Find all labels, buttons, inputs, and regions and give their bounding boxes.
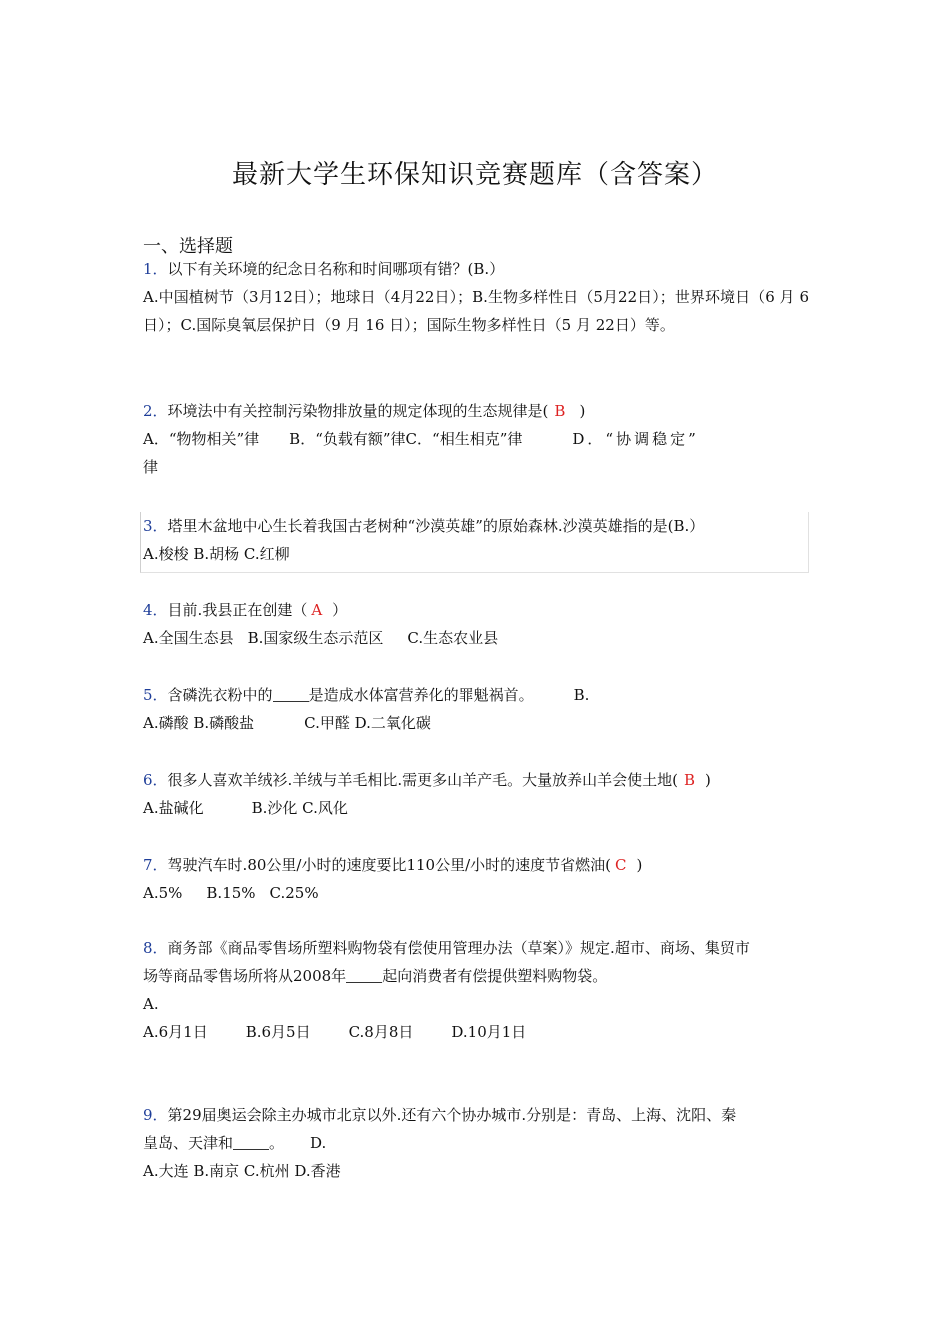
question-number: 2． [143,402,168,420]
question-text: 含磷洗衣粉中的 [167,686,273,704]
question-6 [143,766,809,822]
answer-mark: B [554,402,566,420]
question-text: 目前.我县正在创建（ [167,601,308,619]
question-text-3: 。 [269,1134,285,1152]
question-3-stem [143,512,808,540]
question-number: 8． [143,939,168,957]
fill-blank [273,687,309,702]
option-d: D.10月1日 [451,1023,527,1041]
question-3-options: A.梭梭 B.胡杨 C.红柳 [143,545,290,563]
question-number: 6． [143,771,168,789]
answer-mark: B [683,771,695,789]
option-b: B.国家级生态示范区 [247,629,384,647]
document-title: 最新大学生环保知识竞赛题库（含答案） [231,160,718,190]
question-2 [143,397,809,481]
question-9 [143,1101,809,1185]
question-4 [143,596,809,652]
question-9-stem-1 [143,1101,809,1129]
question-text: 商务部《商品零售场所塑料购物袋有偿使用管理办法（草案）》规定.超市、商场、集贸市 [167,939,750,957]
question-number: 5． [143,686,168,704]
section-heading: 一、选择题 [143,236,233,257]
question-2-options-tail: 律 [143,458,159,476]
question-2-options [143,425,809,453]
option-b: B.15% [206,884,256,902]
question-1-stem [143,255,809,283]
fill-blank [233,1135,269,1150]
option-c: C.生态农业县 [407,629,499,647]
question-text: 环境法中有关控制污染物排放量的规定体现的生态规律是( [167,402,549,420]
question-text: 驾驶汽车时.80公里/小时的速度要比110公里/小时的速度节省燃油( [167,856,611,874]
option-c: C.25% [269,884,319,902]
question-number: 3． [143,517,168,535]
option-a: A.盐碱化 [143,799,204,817]
question-7-stem [143,851,809,879]
option-a: A.5% [143,884,183,902]
question-7-options [143,879,809,907]
question-text-3: 起向消费者有偿提供塑料购物袋。 [382,967,608,985]
question-7 [143,851,809,907]
option-c: C.8月8日 [348,1023,414,1041]
question-9-options: A.大连 B.南京 C.杭州 D.香港 [143,1162,341,1180]
answer-mark: D. [310,1134,327,1152]
question-5-stem [143,681,809,709]
question-text: 塔里木盆地中心生长着我国古老树种“沙漠英雄”的原始森林.沙漠英雄指的是(B.） [167,517,705,535]
answer-mark: A [311,601,323,619]
question-text-2: 是造成水体富营养化的罪魁祸首。 [308,686,534,704]
question-5 [143,681,809,737]
option-cd: C.甲醛 D.二氧化碳 [304,714,431,732]
question-text: 以下有关环境的纪念日名称和时间哪项有错？(B.） [167,260,505,278]
question-4-stem [143,596,809,624]
question-8 [143,934,809,1046]
question-8-stem-2 [143,962,809,990]
question-1 [143,255,809,339]
question-9-stem-2 [143,1129,809,1157]
option-a: A.6月1日 [143,1023,208,1041]
fill-blank [346,968,382,983]
question-6-options [143,794,809,822]
option-d: D．“协调稳定” [572,430,699,448]
question-number: 4． [143,601,168,619]
question-text-end: ) [579,402,586,420]
question-5-options [143,709,809,737]
question-text-2: 场等商品零售场所将从2008年 [143,967,347,985]
option-c: C．“相生相克”律 [405,430,523,448]
question-text-end: ) [636,856,643,874]
question-8-stem-1 [143,934,809,962]
question-text: 很多人喜欢羊绒衫.羊绒与羊毛相比.需更多山羊产毛。大量放养山羊会使土地( [167,771,678,789]
question-3 [140,512,809,573]
option-ab: A.磷酸 B.磷酸盐 [143,714,255,732]
question-text: 第29届奥运会除主办城市北京以外.还有六个协办城市.分别是：青岛、上海、沈阳、秦 [167,1106,737,1124]
option-b: B．“负载有额”律 [289,430,406,448]
option-b: B.6月5日 [245,1023,311,1041]
question-text-2: 皇岛、天津和 [143,1134,234,1152]
option-a: A.全国生态县 [143,629,234,647]
question-4-options [143,624,809,652]
question-text-end: ) [704,771,711,789]
answer-mark: B. [573,686,590,704]
question-number: 7． [143,856,168,874]
question-1-options: A.中国植树节（3月12日）；地球日（4月22日）；B.生物多样性日（5月22日）；世界环境日（6 月 6 日）；C.国际臭氧层保护日（9 月 16 日）；国际生物多样性日（5 月 22日）等。 [143,288,809,334]
answer-mark: C [615,856,627,874]
question-8-options [143,1018,809,1046]
question-number: 9． [143,1106,168,1124]
option-bc: B.沙化 C.风化 [251,799,348,817]
question-number: 1． [143,260,168,278]
question-2-stem [143,397,809,425]
question-6-stem [143,766,809,794]
answer-mark: A. [143,995,159,1013]
option-a: A．“物物相关”律 [143,430,260,448]
question-text-end: ） [332,601,348,619]
